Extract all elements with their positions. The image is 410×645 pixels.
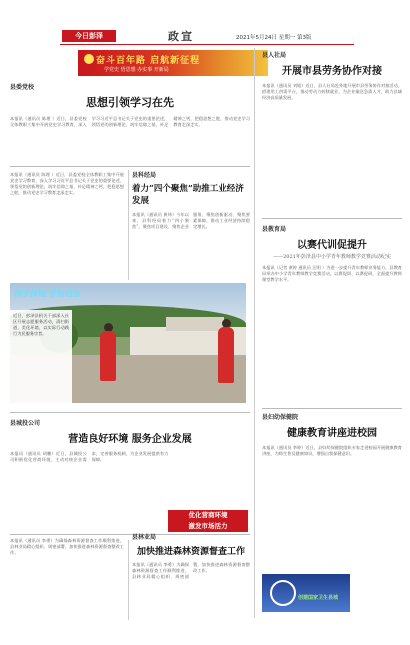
page-section-title: 政宣: [168, 30, 194, 43]
article-section-label: 县教育局: [262, 226, 287, 233]
article-headline: 健康教育讲座进校园: [287, 428, 377, 439]
article-hr-bureau: [262, 50, 402, 223]
promo-line-1: 优化营商环境: [188, 511, 228, 519]
promo-line-2: 激发市场活力: [188, 522, 228, 530]
article-party-school: [10, 82, 250, 184]
article-section-label: 县委党校: [10, 84, 35, 91]
article-section-label: 县城投公司: [10, 420, 41, 427]
banner-subtitle: 学党史 悟思想 办实事 开新局: [104, 67, 169, 73]
emblem-icon: [270, 580, 296, 606]
issue-date: 2021年5月24日 星期一 第3版: [236, 35, 312, 41]
article-headline: 思想引领学习在先: [86, 96, 174, 109]
section-divider: [262, 408, 402, 409]
photo-caption-text: 近日，彭泽县机关干部深入社区开展志愿服务活动，清扫街道，美化环境，以实际行动践行为民服务宗旨。: [13, 313, 69, 336]
article-body: 本报讯（通讯员 刘韬）近日，县人社局赴外地开展市县劳务协作对接活动，搭建用工供需平台，推动劳动力转移就业，为企业输送急需人才，助力县域经济高质量发展。: [262, 83, 402, 100]
article-headline: 开展市县劳务协作对接: [282, 66, 382, 77]
article-forestry-cont: [10, 538, 124, 618]
newspaper-logo: 今日彭泽: [62, 30, 116, 42]
section-divider: [10, 166, 250, 167]
photo-caption-title: 深学深悟 学用结合: [14, 288, 81, 298]
banner: [78, 50, 268, 76]
column-divider: [254, 48, 255, 618]
article-education-bureau: [262, 224, 402, 405]
article-body: 本报讯（通讯员 李勇）为确保森林资源督查工作顺利推进，县林业局精心组织、周密部署，加快推进森林资源督查整改工作。: [10, 538, 124, 555]
article-body: 本报讯（通讯员 李勇）为确保森林资源督查工作顺利推进，县林业局精心组织、周密部署，加快推进森林资源督查整改工作。: [132, 562, 250, 579]
column-divider: [128, 170, 129, 280]
public-service-ad: [262, 574, 350, 612]
article-body: 本报讯（通讯员 陈理 ）近日，县委党校全体教职工集中开展党史学习教育，深入学习习近平总书记关于党史的重要论述，领悟党的创新理论，筑牢信仰之基，补足精神之钙，把稳思想之舵，推动党史学习教育走深走实。: [10, 116, 250, 127]
article-section-label: 县科经局: [132, 172, 157, 179]
article-headline: 着力“四个聚焦”助推工业经济发展: [132, 184, 244, 206]
article-headline: 营造良好环境 服务企业发展: [68, 434, 192, 445]
article-maternal-child-hospital: [262, 412, 402, 573]
article-forestry-bureau: [132, 532, 250, 618]
article-party-school-cont: [10, 172, 124, 278]
article-body: 本报讯（通讯员 陈理 ）近日，县委党校全体教职工集中开展党史学习教育，深入学习习近平总书记关于党史的重要论述，领悟党的创新理论，筑牢信仰之基，补足精神之钙，把稳思想之舵，推动党史学习教育走深走实。: [10, 172, 124, 195]
article-headline: 加快推进森林资源督查工作: [136, 547, 245, 557]
article-section-label: 县林业局: [132, 534, 157, 541]
article-body: 本报讯（记者 黄婷 通讯员 汪明 ）为进一步提升青年教师业务能力，县教育局举办中小学青年教师教学竞赛活动，以赛促训、以赛促研，全面提升教师课堂教学水平。: [262, 265, 402, 282]
article-tech-bureau: [132, 170, 250, 290]
masthead: [0, 0, 410, 43]
sun-icon: [84, 54, 94, 64]
photo-caption-box: [10, 310, 72, 405]
section-divider: [262, 218, 402, 219]
article-body: 本报讯（通讯员 李婷）近日，县妇幼保健院组织专家走进校园开展健康教育讲座，为师生普及健康知识，增强自我保健意识。: [262, 445, 402, 456]
banner-title: 奋斗百年路 启航新征程: [96, 56, 201, 66]
column-divider: [128, 540, 129, 620]
ad-text: 创建国家卫生县城: [298, 595, 339, 601]
promo-box: [168, 510, 248, 532]
article-body: 本报讯（通讯员 胡鹏）近日，县城投公司积极优化营商环境，主动对接企业需求，完善服务机制，为企业发展提供有力保障。: [10, 451, 169, 462]
article-section-label: 县妇幼保健院: [262, 414, 299, 421]
article-headline: 以赛代训促提升: [297, 240, 367, 251]
masthead-divider: [60, 44, 354, 45]
article-body: 本报讯（通讯员 黄炜）今年以来，县科经局着力“四个聚焦”，聚焦项目建设、聚焦企业服务、聚焦创新驱动、聚焦要素保障，推动工业经济持续稳定增长。: [132, 212, 250, 229]
article-section-label: 县人社局: [262, 52, 287, 59]
article-subhead: ——2021年彭泽县中小学青年教师教学竞赛活动纪实: [273, 254, 391, 260]
section-divider: [10, 412, 250, 413]
